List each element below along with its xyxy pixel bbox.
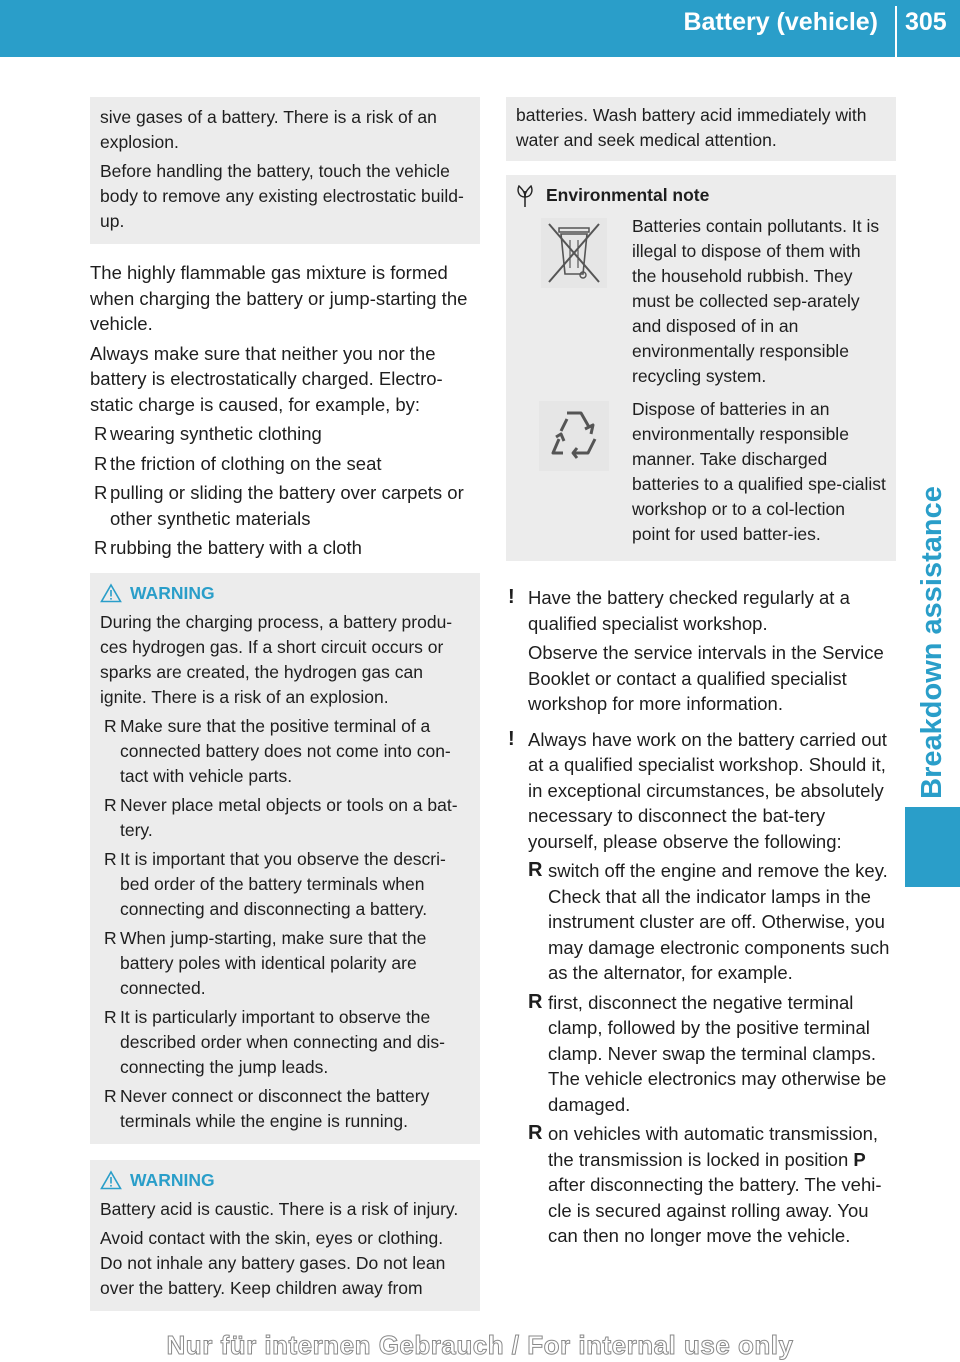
list-item: R wearing synthetic clothing	[90, 421, 480, 447]
list-item: R Make sure that the positive terminal of a connected battery does not come into con-tact with vehicle parts.	[104, 715, 451, 786]
right-column	[506, 97, 896, 1253]
header-divider	[895, 6, 897, 57]
list-item: R It is important that you observe the descri-bed order of the battery terminals when connecting and disconnecting a battery.	[104, 848, 446, 919]
crossed-bin-icon-wrap	[516, 214, 632, 389]
warning-text: Battery acid is caustic. There is a risk of injury.	[100, 1198, 459, 1219]
bullet-marker: R	[104, 715, 117, 736]
bullet-marker: R	[94, 452, 108, 474]
bullet-marker: R	[104, 927, 117, 948]
box-text: batteries. Wash battery acid immediately with water and seek medical attention.	[516, 105, 867, 150]
bullet-marker: R	[104, 794, 117, 815]
warning-label: WARNING	[130, 1169, 215, 1190]
section-tab	[905, 807, 960, 887]
box-text: Before handling the battery, touch the vehicle body to remove any existing electrostatic build-up.	[100, 161, 464, 231]
gear-position-p: P	[853, 1148, 866, 1170]
warning-heading	[100, 1168, 470, 1193]
bullet-marker: R	[528, 1122, 543, 1144]
warning-label: WARNING	[130, 582, 215, 603]
bullet-marker: R	[528, 859, 543, 881]
section-label: Breakdown assistance	[916, 485, 949, 799]
bullet-marker: R	[94, 537, 108, 558]
page-number: 305	[905, 8, 947, 36]
warning-box	[90, 573, 480, 1144]
warning-heading	[100, 581, 470, 606]
environmental-note-text: Batteries contain pollutants. It is illegal to dispose of them with the household rubbish. They must be collected sep-arately and disposed of in an environmentally responsible recycling system.	[632, 216, 880, 386]
list-item: R Never connect or disconnect the battery terminals while the engine is running.	[104, 1085, 430, 1131]
list-item: R first, disconnect the negative terminal clamp, followed by the positive terminal clamp. Never swap the terminal clamps. The vehicle electronics may otherwise be damaged.	[528, 990, 887, 1115]
bullet-marker: R	[104, 1006, 117, 1027]
environmental-note-row	[516, 397, 886, 547]
exclamation-icon: !	[508, 586, 515, 608]
page-header	[0, 0, 960, 57]
crossed-out-bin-icon	[541, 218, 607, 288]
bullet-marker: R	[94, 423, 108, 444]
list-item: R on vehicles with automatic transmission, the transmission is locked in position P after disconnecting the battery. The vehi-cle is secured against rolling away. You can then no longer move the vehicle.	[528, 1122, 882, 1246]
recycle-icon-wrap	[516, 397, 632, 547]
list-item: R switch off the engine and remove the key. Check that all the indicator lamps in the instrument cluster are off. Otherwise, you may damage electronic components such as the alternator, for example.	[528, 859, 890, 983]
environmental-note-title: Environmental note	[546, 185, 710, 205]
note-text: Have the battery checked regularly at a qualified specialist workshop.	[528, 587, 850, 634]
bullet-marker: R	[94, 482, 108, 503]
bullet-marker: R	[104, 848, 117, 869]
environmental-note-row	[516, 214, 886, 389]
exclamation-icon: !	[508, 727, 515, 750]
bullet-marker: R	[104, 1085, 117, 1106]
note-text: Always have work on the battery carried out at a qualified specialist workshop. Should it, in exceptional circumstances, be absolutely necessary to disconnect the bat-tery yourself, please observe the following:	[528, 728, 887, 852]
paragraph: Always make sure that neither you nor the battery is electrostatically charged. Electro-static charge is caused, for example, by:	[90, 342, 443, 415]
paragraph: The highly flammable gas mixture is formed when charging the battery or jump-starting the vehicle.	[90, 262, 468, 334]
section-label-wrap	[905, 487, 960, 797]
warning-box	[90, 1160, 480, 1311]
footer-watermark: Nur für internen Gebrauch / For internal use only	[166, 1330, 794, 1360]
left-column	[90, 97, 480, 1311]
continued-warning-box	[90, 97, 480, 244]
body-text	[90, 260, 480, 561]
notes	[508, 585, 896, 1249]
warning-text: During the charging process, a battery produ-ces hydrogen gas. If a short circuit occurs or sparks are created, the hydrogen gas can ignite. There is a risk of an explosion.	[100, 611, 453, 707]
list-item: R When jump-starting, make sure that the battery poles with identical polarity are connected.	[104, 927, 427, 998]
continued-warning-box	[506, 97, 896, 161]
warning-text: Avoid contact with the skin, eyes or clothing. Do not inhale any battery gases. Do not lean over the battery. Keep children away from	[100, 1227, 446, 1298]
material-damage-note	[508, 727, 896, 1249]
box-text: sive gases of a battery. There is a risk of an explosion.	[100, 107, 437, 152]
environment-plant-icon	[516, 185, 534, 207]
list-item: R rubbing the battery with a cloth	[90, 535, 480, 561]
list-item: R the friction of clothing on the seat	[90, 451, 480, 477]
page-title: Battery (vehicle)	[683, 8, 878, 36]
warning-triangle-icon	[100, 1170, 122, 1190]
section-sidebar	[905, 57, 960, 1359]
warning-triangle-icon	[100, 583, 122, 603]
list-item: R pulling or sliding the battery over carpets or other synthetic materials	[94, 482, 464, 529]
environmental-note-heading	[516, 183, 886, 208]
list-item: R It is particularly important to observe the described order when connecting and dis-connecting the jump leads.	[104, 1006, 445, 1077]
material-damage-note	[508, 585, 896, 717]
note-text: Observe the service intervals in the Service Booklet or contact a qualified specialist workshop for more information.	[528, 642, 884, 714]
environmental-note-box	[506, 175, 896, 561]
bullet-marker: R	[528, 990, 543, 1013]
recycle-icon	[539, 401, 609, 471]
list-item: R Never place metal objects or tools on a bat-tery.	[104, 794, 458, 840]
environmental-note-text: Dispose of batteries in an environmentally responsible manner. Take discharged batteries to a qualified spe-cialist workshop or to a col-lection point for used batter-ies.	[632, 399, 886, 544]
